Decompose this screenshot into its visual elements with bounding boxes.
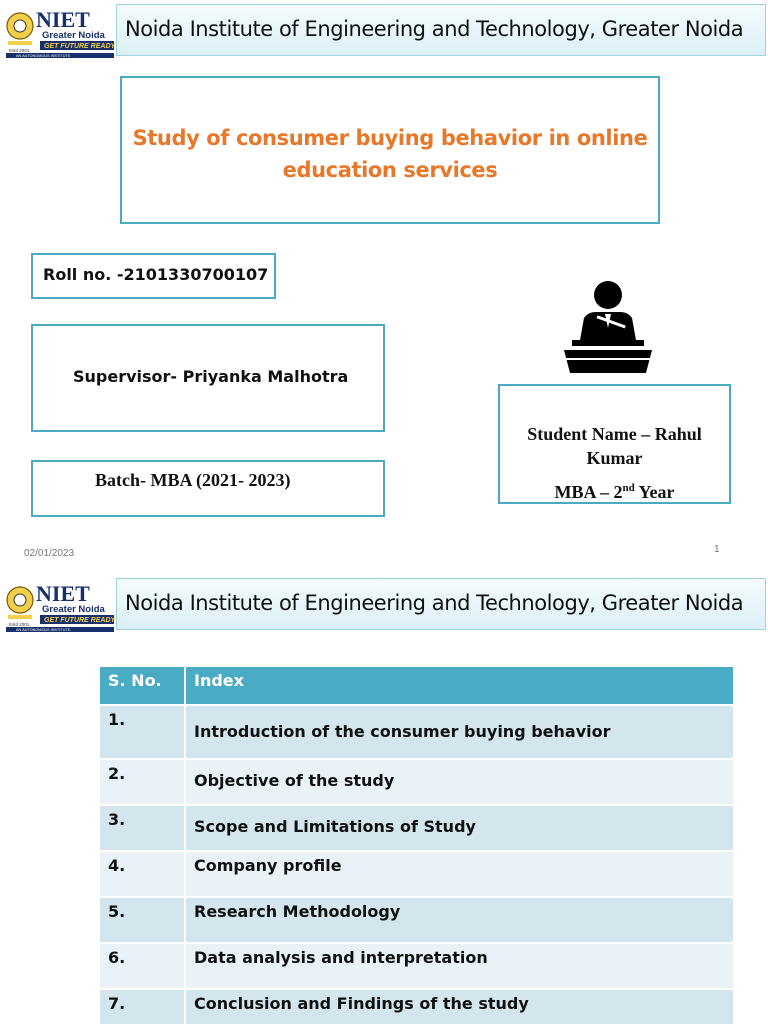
table-row bbox=[100, 705, 733, 759]
supervisor-name: Supervisor- Priyanka Malhotra bbox=[73, 367, 349, 386]
row-number: 5. bbox=[100, 897, 185, 943]
student-year-suffix: nd bbox=[622, 482, 635, 494]
slide-2 bbox=[0, 574, 768, 1024]
row-number: 4. bbox=[100, 851, 185, 897]
supervisor-box bbox=[31, 324, 385, 432]
table-row bbox=[100, 805, 733, 851]
column-header-sno: S. No. bbox=[100, 667, 185, 705]
niet-logo-icon bbox=[4, 580, 116, 632]
header-bar bbox=[116, 4, 766, 56]
logo-autonomous-text: AN AUTONOMOUS INSTITUTE bbox=[16, 628, 71, 632]
header-bar bbox=[116, 578, 766, 630]
presentation-title: Study of consumer buying behavior in online education services bbox=[132, 126, 648, 182]
student-name-line2: Kumar bbox=[586, 448, 643, 468]
logo-text: NIET bbox=[36, 7, 90, 32]
slide-page-number: 1 bbox=[714, 544, 720, 555]
row-number: 1. bbox=[100, 705, 185, 759]
table-row bbox=[100, 897, 733, 943]
niet-logo-icon bbox=[4, 6, 116, 58]
index-table bbox=[100, 667, 733, 1024]
row-item: Scope and Limitations of Study bbox=[185, 805, 733, 851]
table-row bbox=[100, 851, 733, 897]
title-box bbox=[120, 76, 660, 224]
column-header-index: Index bbox=[185, 667, 733, 705]
student-program-year: Year bbox=[634, 482, 675, 502]
logo-sub-text: Greater Noida bbox=[42, 30, 105, 41]
student-program bbox=[500, 476, 729, 504]
row-number: 2. bbox=[100, 759, 185, 805]
logo-autonomous-text: AN AUTONOMOUS INSTITUTE bbox=[16, 54, 71, 58]
logo-est-text: Estd 2001 bbox=[9, 622, 30, 627]
logo-est-text: Estd 2001 bbox=[9, 48, 30, 53]
row-item: Research Methodology bbox=[185, 897, 733, 943]
table-row bbox=[100, 943, 733, 989]
student-box bbox=[498, 384, 731, 504]
logo-sub-text: Greater Noida bbox=[42, 604, 105, 615]
student-program-main: MBA – 2 bbox=[554, 482, 623, 502]
roll-number: Roll no. -2101330700107 bbox=[43, 265, 269, 284]
logo-tag-text: GET FUTURE READY bbox=[44, 43, 116, 50]
table-header-row bbox=[100, 667, 733, 705]
batch-label: Batch- MBA (2021- 2023) bbox=[95, 470, 291, 490]
logo-text: NIET bbox=[36, 581, 90, 606]
speaker-at-podium-icon bbox=[558, 278, 658, 376]
row-number: 6. bbox=[100, 943, 185, 989]
row-item: Data analysis and interpretation bbox=[185, 943, 733, 989]
row-item: Company profile bbox=[185, 851, 733, 897]
student-name-line1: Student Name – Rahul bbox=[527, 424, 702, 444]
logo-tag-text: GET FUTURE READY bbox=[44, 617, 116, 624]
institute-title: Noida Institute of Engineering and Technology, Greater Noida bbox=[125, 591, 744, 615]
table-row bbox=[100, 759, 733, 805]
table-row bbox=[100, 989, 733, 1024]
row-number: 7. bbox=[100, 989, 185, 1024]
row-item: Introduction of the consumer buying behavior bbox=[185, 705, 733, 759]
slide-date: 02/01/2023 bbox=[24, 548, 75, 559]
institute-title: Noida Institute of Engineering and Technology, Greater Noida bbox=[125, 17, 744, 41]
roll-number-box bbox=[31, 253, 276, 299]
batch-box bbox=[31, 460, 385, 517]
row-item: Objective of the study bbox=[185, 759, 733, 805]
row-number: 3. bbox=[100, 805, 185, 851]
row-item: Conclusion and Findings of the study bbox=[185, 989, 733, 1024]
